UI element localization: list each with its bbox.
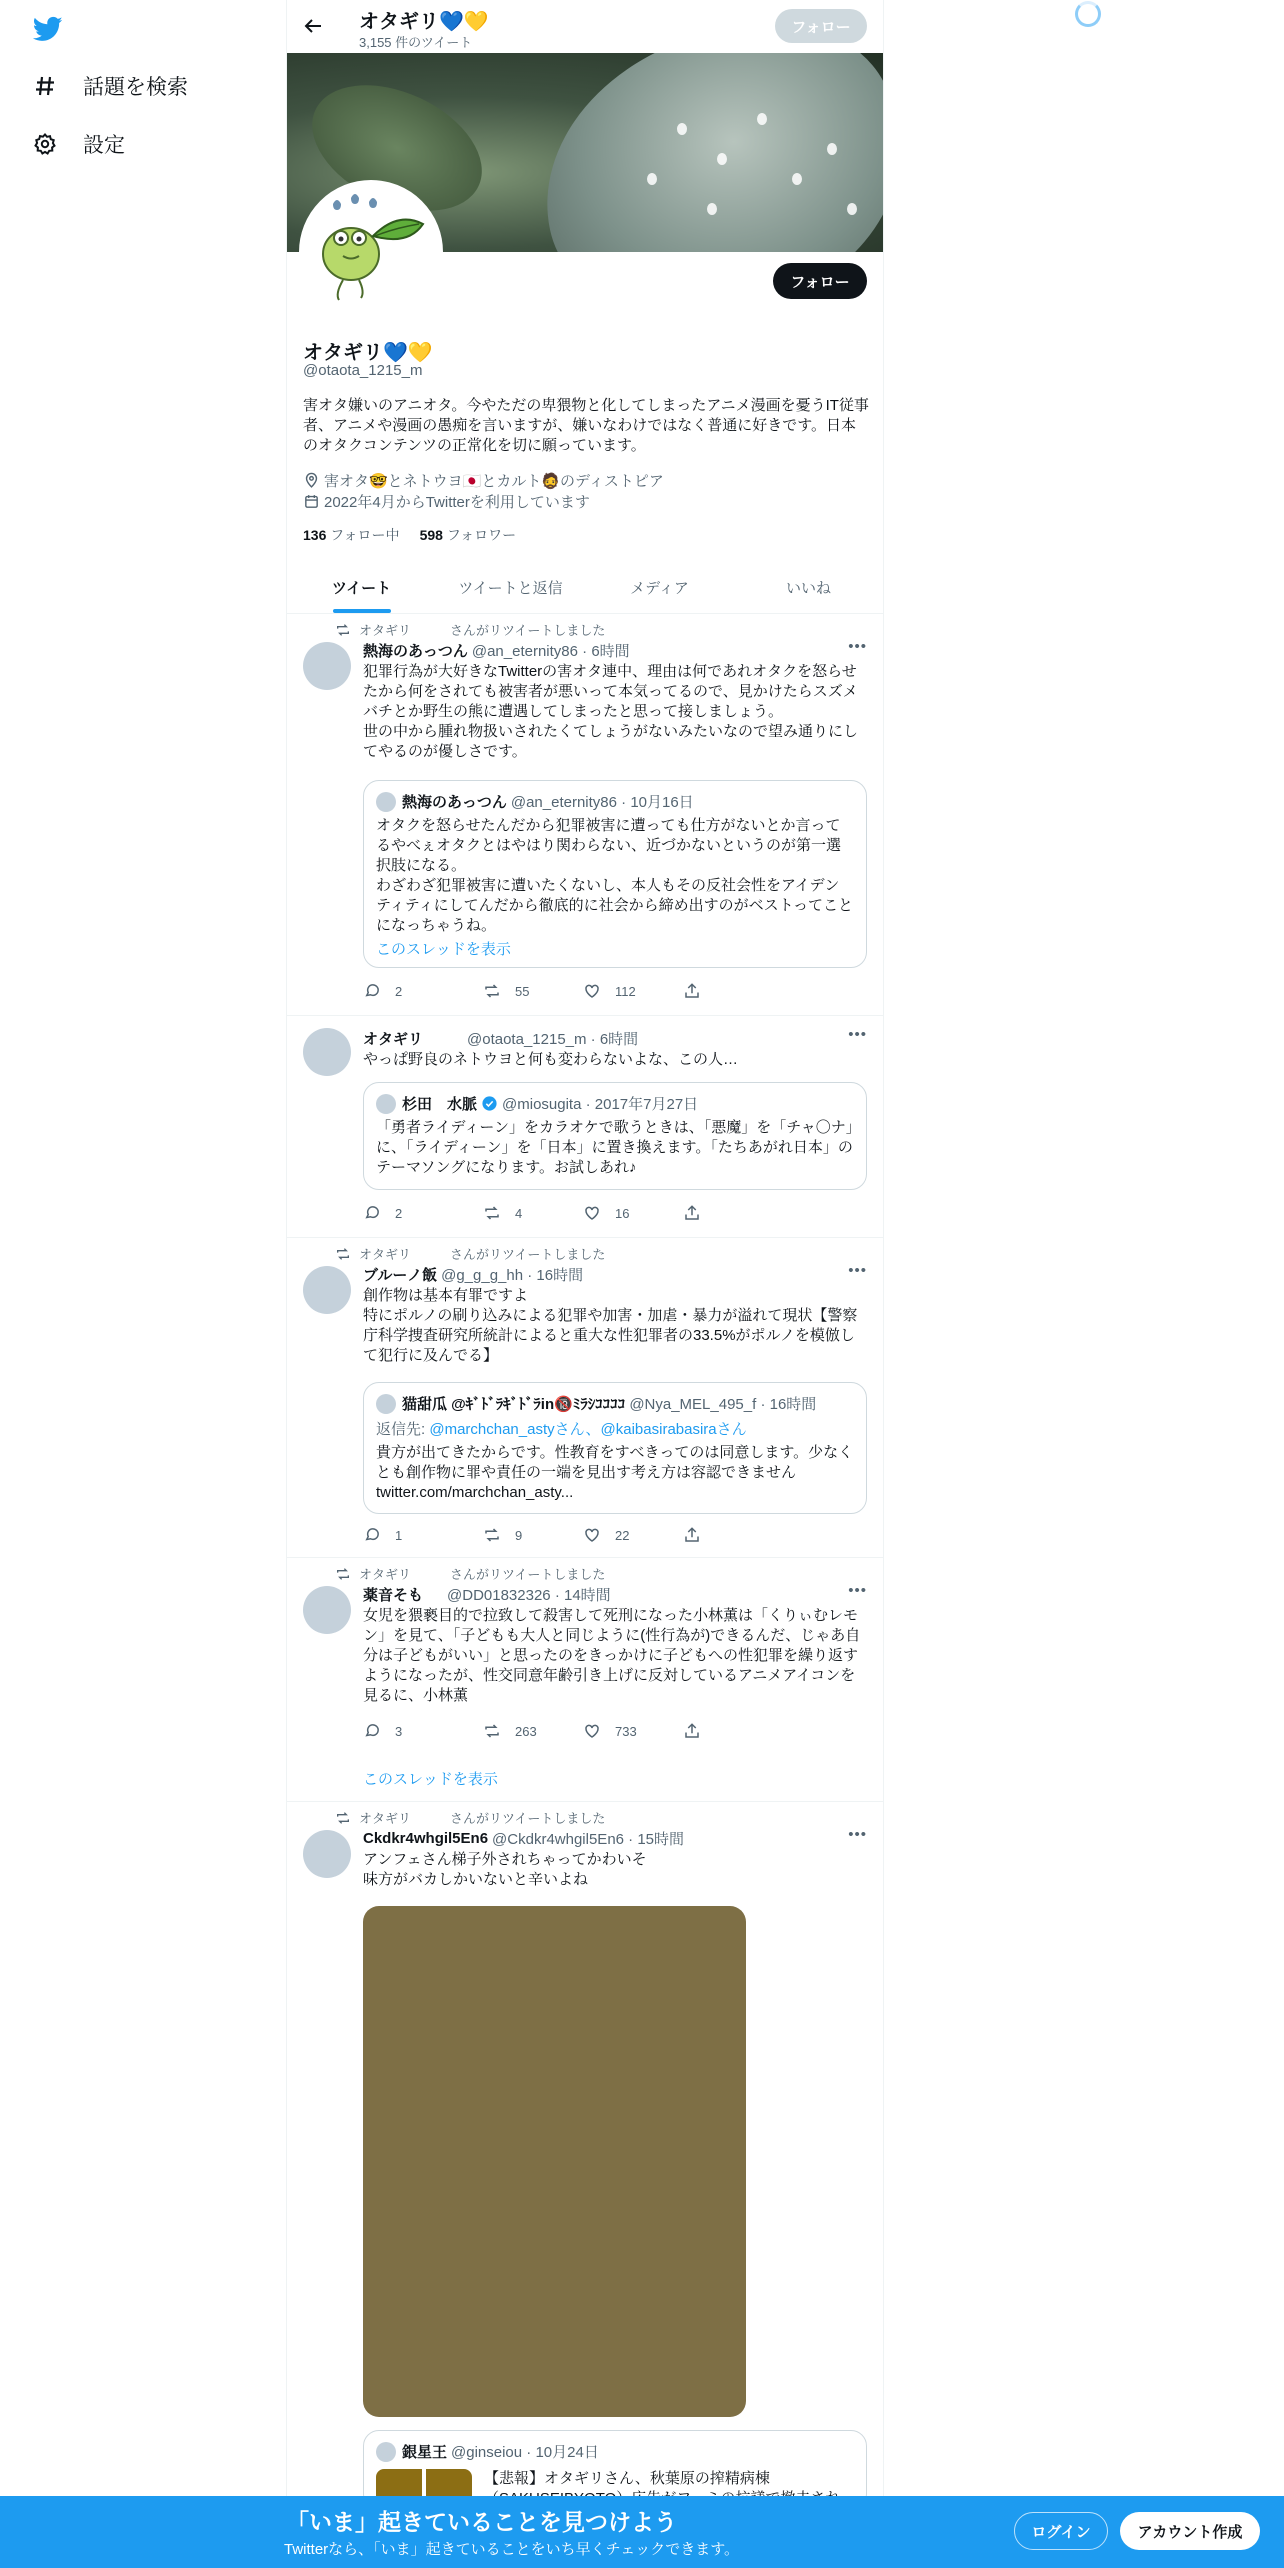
retweet-button[interactable]: 4	[483, 1204, 583, 1222]
quoted-tweet[interactable]	[363, 780, 867, 968]
back-arrow-icon[interactable]	[301, 14, 325, 38]
location-text: 害オタ🤓とネトウヨ🇯🇵とカルト🧔のディストピア	[324, 473, 664, 490]
author-handle-time[interactable]: @Ckdkr4whgil5En6 · 15時間	[492, 1831, 685, 1848]
like-button[interactable]: 22	[583, 1526, 683, 1544]
follow-stats	[303, 525, 516, 545]
retweet-button[interactable]: 9	[483, 1526, 583, 1544]
hashtag-icon	[33, 74, 57, 98]
like-button[interactable]: 16	[583, 1204, 683, 1222]
author-handle-time[interactable]: @otaota_1215_m · 6時間	[467, 1031, 639, 1048]
sidebar-item-explore[interactable]	[33, 66, 188, 106]
tweet-text: 創作物は基本有罪ですよ 特にポルノの刷り込みによる犯罪や加害・加虐・暴力が溢れて現状【警察庁科学捜査研究所統計によると重大な性犯罪者の33.5%がポルノを模倣して犯行に及んでる】	[363, 1287, 858, 1364]
profile-header-bar	[287, 0, 883, 53]
quoted-tweet[interactable]	[363, 1382, 867, 1514]
author-name[interactable]: ブルーノ飯	[363, 1267, 438, 1284]
profile-joined	[303, 491, 590, 512]
heart-icon	[583, 1526, 601, 1544]
share-button[interactable]	[683, 1526, 783, 1544]
profile-location	[303, 470, 664, 491]
retweet-icon	[335, 1246, 351, 1262]
tweet-media-image[interactable]	[363, 1906, 746, 2417]
reply-button[interactable]: 1	[363, 1526, 463, 1544]
share-icon	[683, 1722, 701, 1740]
tweet-text: 女児を猥褻目的で拉致して殺害して死刑になった小林薫は「くりぃむレモン」を見て、「子どもも大人と同じように(性行為が)できるんだ、じゃあ自分は子どもがいい」と思ったのをきっかけに子どもへの性犯罪を繰り返すようになったが、性交同意年齢引き上げに反対しているアニメアイコンを見るに、小林薫	[363, 1607, 861, 1704]
share-icon	[683, 1526, 701, 1544]
show-thread-link[interactable]: このスレッドを表示	[376, 941, 511, 958]
author-name[interactable]: オタギリ	[363, 1031, 424, 1048]
quote-author-name: 猫甜瓜 @ｷﾞﾄﾞﾗｷﾞﾄﾞﾗin🔞ﾐﾗｼｺｺｺｺ	[402, 1396, 626, 1413]
retweet-icon	[483, 1722, 501, 1740]
signup-button[interactable]: アカウント作成	[1120, 2512, 1260, 2550]
tweet-actions	[363, 1722, 783, 1740]
verified-badge-icon	[481, 1095, 498, 1112]
share-button[interactable]	[683, 982, 783, 1000]
tweet-text: やっぱ野良のネトウヨと何も変わらないよな、この人…	[363, 1051, 739, 1068]
quoted-tweet[interactable]	[363, 1082, 867, 1190]
tweet-actions	[363, 982, 783, 1000]
calendar-icon	[303, 493, 320, 510]
retweet-indicator: オタギリ さんがリツイートしました	[335, 620, 605, 639]
share-button[interactable]	[683, 1204, 783, 1222]
share-button[interactable]	[683, 1722, 783, 1740]
profile-name: オタギリ💙💛	[303, 342, 433, 364]
quote-text: 貴方が出てきたからです。性教育をすべきってのは同意します。少なくとも創作物に罪や責任の一端を見出す考え方は容認できません twitter.com/marchchan_asty...	[376, 1444, 854, 1501]
tweet[interactable]	[287, 1802, 883, 2496]
author-name[interactable]: 薬音そも	[363, 1587, 424, 1604]
signup-banner	[0, 2496, 1284, 2568]
tweet-header	[363, 1584, 611, 1605]
author-handle-time[interactable]: @an_eternity86 · 6時間	[471, 643, 630, 660]
retweet-button[interactable]: 263	[483, 1722, 583, 1740]
avatar[interactable]	[303, 1028, 351, 1076]
retweet-indicator: オタギリ さんがリツイートしました	[335, 1244, 605, 1263]
signup-banner-title: 「いま」起きていることを見つけよう	[286, 2509, 677, 2535]
more-options-icon[interactable]: •••	[848, 1826, 867, 1843]
main-column	[286, 0, 884, 2568]
tweet[interactable]	[287, 1238, 883, 1558]
header-profile-name: オタギリ💙💛	[359, 11, 489, 33]
tweet-header	[363, 1028, 638, 1049]
reply-button[interactable]: 3	[363, 1722, 463, 1740]
login-button[interactable]: ログイン	[1014, 2512, 1108, 2550]
quote-author-handle-time: @an_eternity86 · 10月16日	[510, 794, 694, 811]
sidebar-item-label: 話題を検索	[83, 76, 188, 99]
tweet-header	[363, 1828, 684, 1849]
profile-handle: @otaota_1215_m	[303, 362, 423, 379]
twitter-logo-icon[interactable]	[33, 14, 63, 44]
avatar[interactable]	[303, 1830, 351, 1878]
tweet[interactable]	[287, 1016, 883, 1238]
author-handle-time[interactable]: @DD01832326 · 14時間	[447, 1587, 611, 1604]
profile-avatar[interactable]	[299, 180, 443, 324]
tab-tweets[interactable]: ツイート	[287, 562, 436, 613]
author-name[interactable]: 熱海のあっつん	[363, 643, 468, 660]
profile-tabs	[287, 562, 883, 614]
show-thread-link[interactable]: このスレッドを表示	[363, 1771, 498, 1788]
header-follow-button[interactable]: フォロー	[775, 9, 867, 43]
more-options-icon[interactable]: •••	[848, 638, 867, 655]
reply-to-line: 返信先: @marchchan_astyさん、@kaibasirabasiraさん	[376, 1421, 747, 1438]
retweet-button[interactable]: 55	[483, 982, 583, 1000]
avatar	[376, 1094, 396, 1114]
more-options-icon[interactable]: •••	[848, 1026, 867, 1043]
tweet-actions	[363, 1204, 783, 1222]
tweet-header	[363, 1264, 583, 1285]
heart-icon	[583, 1204, 601, 1222]
avatar[interactable]	[303, 1586, 351, 1634]
joined-text: 2022年4月からTwitterを利用しています	[324, 494, 590, 511]
reply-icon	[363, 982, 381, 1000]
location-pin-icon	[303, 472, 320, 489]
tab-likes[interactable]: いいね	[785, 580, 831, 597]
followers-link[interactable]: 598 フォロワー	[419, 527, 517, 543]
sidebar-item-settings[interactable]	[33, 124, 125, 164]
heart-icon	[583, 982, 601, 1000]
avatar	[376, 1394, 396, 1414]
retweet-indicator: オタギリ さんがリツイートしました	[335, 1564, 605, 1583]
retweet-icon	[483, 1204, 501, 1222]
quote-text: 【悲報】オタギリさん、秋葉原の搾精病棟	[484, 2470, 770, 2487]
reply-icon	[363, 1526, 381, 1544]
follow-button[interactable]: フォロー	[773, 263, 867, 299]
quote-author-handle-time: @ginseiou · 10月24日	[451, 2444, 599, 2461]
reply-icon	[363, 1204, 381, 1222]
author-handle-time[interactable]: @g_g_g_hh · 16時間	[441, 1267, 584, 1284]
tweet-header	[363, 640, 630, 661]
author-name[interactable]: Ckdkr4whgil5En6	[363, 1830, 489, 1847]
heart-icon	[583, 1722, 601, 1740]
tweet-text: アンフェさん梯子外されちゃってかわいそ 味方がバカしかいないと辛いよね	[363, 1851, 647, 1888]
avatar	[376, 792, 396, 812]
like-button[interactable]: 112	[583, 982, 683, 1000]
following-link[interactable]: 136 フォロー中	[303, 527, 400, 543]
header-tweet-count: 3,155 件のツイート	[359, 35, 473, 50]
quote-author-handle-time: @Nya_MEL_495_f · 16時間	[629, 1396, 817, 1413]
quote-text: 「勇者ライディーン」をカラオケで歌うときは、「悪魔」を「チャ〇ナ」に、「ライディーン」を「日本」に置き換えます。「たちあがれ日本」のテーマソングになります。お試しあれ♪	[376, 1119, 854, 1176]
more-options-icon[interactable]: •••	[848, 1582, 867, 1599]
quote-author-handle-time: @miosugita · 2017年7月27日	[502, 1096, 699, 1113]
retweet-icon	[335, 1566, 351, 1582]
tab-media[interactable]: メディア	[630, 580, 689, 597]
tweet-actions	[363, 1526, 783, 1544]
frog-avatar-icon	[303, 184, 439, 320]
quote-author-name: 熱海のあっつん	[402, 794, 507, 811]
retweet-icon	[483, 982, 501, 1000]
share-icon	[683, 982, 701, 1000]
retweet-icon	[335, 1810, 351, 1826]
retweet-icon	[335, 622, 351, 638]
signup-banner-subtitle: Twitterなら、「いま」起きていることをいち早くチェックできます。	[284, 2541, 740, 2558]
tweet[interactable]	[287, 614, 883, 1016]
retweet-icon	[483, 1526, 501, 1544]
profile-bio: 害オタ嫌いのアニオタ。今やただの卑猥物と化してしまったアニメ漫画を憂うIT従事者、アニメや漫画の愚痴を言いますが、嫌いなわけではなく普通に好きです。日本のオタクコンテンツの正常化を切に願っています。	[303, 397, 869, 454]
retweet-indicator: オタギリ さんがリツイートしました	[335, 1808, 605, 1827]
reply-button[interactable]: 2	[363, 982, 463, 1000]
share-icon	[683, 1204, 701, 1222]
more-options-icon[interactable]: •••	[848, 1262, 867, 1279]
quote-author-name: 杉田 水脈	[402, 1096, 478, 1113]
avatar	[376, 2442, 396, 2462]
gear-icon	[33, 132, 57, 156]
avatar[interactable]	[303, 1266, 351, 1314]
sidebar-item-label: 設定	[83, 134, 125, 157]
tweet-text: 犯罪行為が大好きなTwitterの害オタ連中、理由は何であれオタクを怒らせたから何をされても被害者が悪いって本気ってるので、見かけたらスズメバチとか野生の熊に遭遇してしまったと思って接しましょう。 世の中から腫れ物扱いされたくてしょうがないみたいなので望み通りにしてやるのが優しさです。	[363, 663, 859, 760]
avatar[interactable]	[303, 642, 351, 690]
quote-author-name: 銀星王	[402, 2444, 448, 2461]
reply-button[interactable]: 2	[363, 1204, 463, 1222]
tab-tweets-and-replies[interactable]: ツイートと返信	[458, 580, 563, 597]
like-button[interactable]: 733	[583, 1722, 683, 1740]
reply-icon	[363, 1722, 381, 1740]
tweet[interactable]	[287, 1558, 883, 1802]
loading-spinner-icon	[1075, 1, 1101, 27]
quote-text: オタクを怒らせたんだから犯罪被害に遭っても仕方がないとか言ってるやべぇオタクとはやはり関わらない、近づかないというのが第一選択肢になる。 わざわざ犯罪被害に遭いたくないし、本人もその反社会性をアイデンティティにしてんだから徹底的に社会から締め出すのがベストってことになっちゃうね。	[376, 817, 854, 934]
